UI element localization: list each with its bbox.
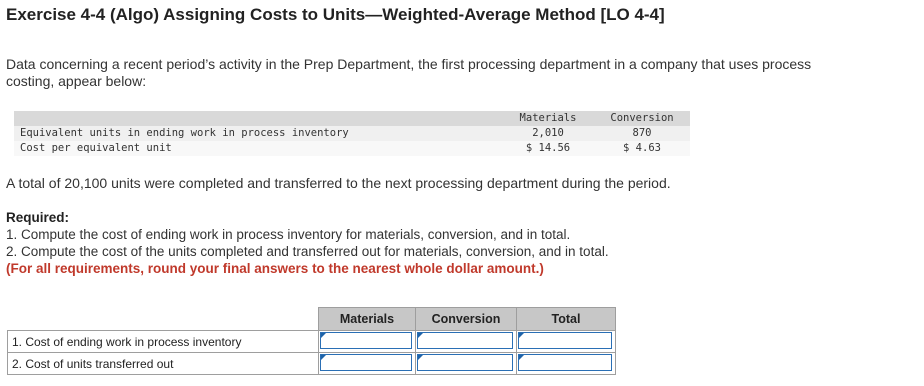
- given-header-materials: Materials: [519, 112, 577, 124]
- page-title: Exercise 4-4 (Algo) Assigning Costs to Units—Weighted-Average Method [LO 4-4]: [6, 5, 665, 24]
- answer-header-materials: Materials: [319, 308, 416, 331]
- given-data-row: [14, 141, 690, 156]
- answer-header-total: Total: [517, 308, 616, 331]
- conversion-cell: [416, 353, 517, 375]
- answer-row-label: 1. Cost of ending work in process inventory: [8, 331, 319, 353]
- transferred-out-materials-input[interactable]: [320, 354, 412, 371]
- given-row-materials: 2,010: [532, 127, 564, 139]
- requirement-item: 1. Compute the cost of ending work in process inventory for materials, conversion, and in total.: [6, 227, 571, 242]
- answer-row-label: 2. Cost of units transferred out: [8, 353, 319, 375]
- requirement-item: 2. Compute the cost of the units completed and transferred out for materials, conversion, and in total.: [6, 244, 609, 259]
- total-cell: [517, 353, 616, 375]
- ending-wip-materials-input[interactable]: [320, 332, 412, 349]
- given-data-header: [14, 111, 690, 126]
- total-cell: [517, 331, 616, 353]
- answer-header-conversion: Conversion: [416, 308, 517, 331]
- intro-text: [6, 56, 921, 90]
- given-data-table: [14, 111, 690, 156]
- given-header-conversion: Conversion: [610, 112, 674, 124]
- answer-header-row: [8, 308, 616, 331]
- intro-line-2: costing, appear below:: [6, 73, 147, 89]
- materials-cell: [319, 331, 416, 353]
- rounding-instruction: (For all requirements, round your final answers to the nearest whole dollar amount.): [6, 261, 544, 276]
- requirements-heading: Required:: [6, 210, 70, 225]
- given-row-conversion: 870: [632, 127, 652, 139]
- completion-note: A total of 20,100 units were completed and transferred to the next processing department during the period.: [6, 175, 671, 191]
- ending-wip-total-input[interactable]: [518, 332, 612, 349]
- answer-row-transferred-out: [8, 353, 616, 375]
- given-data-row: [14, 126, 690, 141]
- given-row-materials: $ 14.56: [525, 142, 571, 154]
- given-row-label: Cost per equivalent unit: [20, 142, 172, 154]
- conversion-cell: [416, 331, 517, 353]
- requirements-section: [6, 209, 609, 277]
- given-row-conversion: $ 4.63: [623, 142, 661, 154]
- answer-table: [7, 307, 616, 375]
- answer-header-blank: [8, 308, 319, 331]
- transferred-out-total-input[interactable]: [518, 354, 612, 371]
- ending-wip-conversion-input[interactable]: [417, 332, 513, 349]
- intro-line-1: Data concerning a recent period’s activity in the Prep Department, the first processing department in a company that uses process: [6, 56, 812, 72]
- answer-row-ending-wip: [8, 331, 616, 353]
- transferred-out-conversion-input[interactable]: [417, 354, 513, 371]
- given-row-label: Equivalent units in ending work in process inventory: [20, 127, 349, 139]
- materials-cell: [319, 353, 416, 375]
